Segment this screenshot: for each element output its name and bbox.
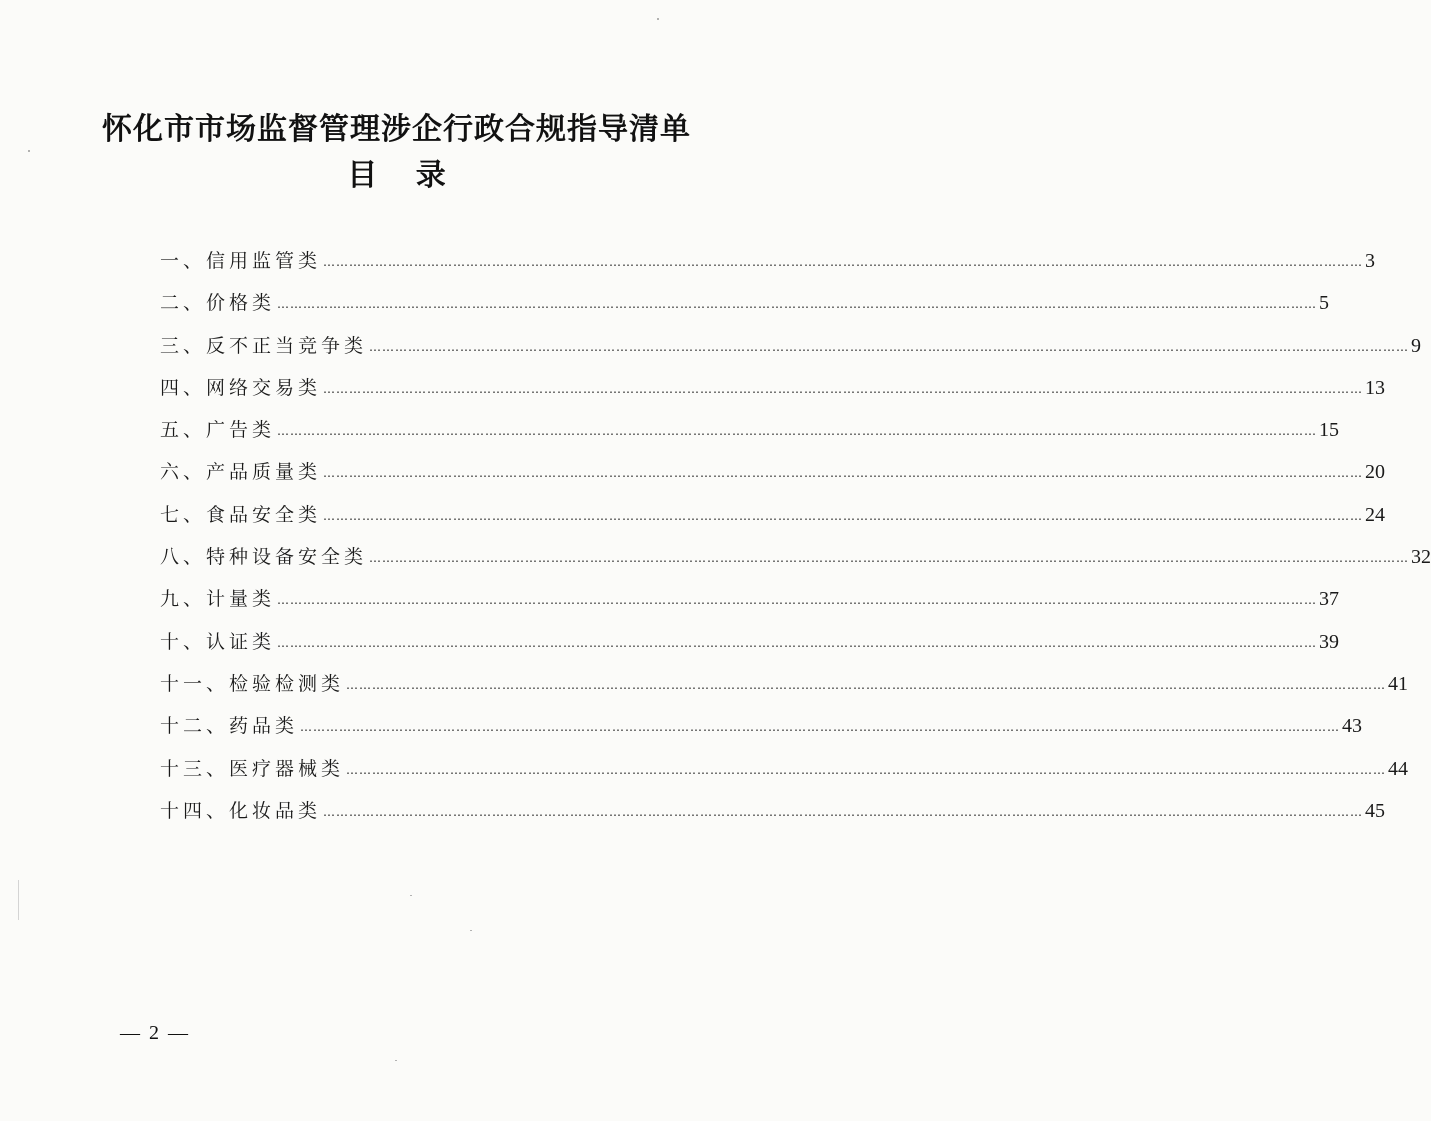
toc-item[interactable] [160, 748, 1409, 790]
toc-item-label: 产品质量类 [206, 461, 322, 484]
toc-item[interactable] [160, 578, 1340, 620]
toc-item[interactable] [160, 240, 1376, 282]
toc-item[interactable] [160, 621, 1340, 663]
toc-item[interactable] [160, 367, 1386, 409]
toc-item-label: 食品安全类 [206, 503, 322, 526]
toc-item-page: 5 [1319, 292, 1330, 315]
toc-dot-leader: …………………………………………………………………………………………………………………………………………………………………………………………………………………… [323, 508, 1364, 523]
toc-item[interactable] [160, 409, 1340, 451]
scan-speck [395, 1060, 397, 1061]
toc-item-label: 药品类 [229, 715, 299, 738]
toc-item-page: 9 [1411, 334, 1422, 357]
toc-item-number: 五、 [160, 419, 207, 442]
scan-speck [657, 18, 659, 20]
toc-item[interactable] [160, 494, 1386, 536]
table-of-contents [160, 240, 1431, 832]
toc-item-number: 十、 [160, 630, 207, 653]
toc-item-number: 二、 [160, 292, 207, 315]
toc-item-page: 24 [1365, 503, 1386, 526]
toc-heading: 目 录 [347, 158, 460, 193]
toc-dot-leader: …………………………………………………………………………………………………………………………………………………………………………………………………………………… [369, 339, 1410, 354]
toc-item-number: 十三、 [160, 757, 230, 780]
toc-item-number: 十四、 [160, 799, 230, 822]
toc-item-page: 3 [1365, 250, 1376, 272]
toc-dot-leader: …………………………………………………………………………………………………………………………………………………………………………………………………………………… [346, 762, 1387, 777]
toc-item-number: 八、 [160, 546, 207, 569]
toc-item-number: 一、 [160, 250, 207, 272]
toc-item-page: 37 [1319, 588, 1340, 611]
toc-item-page: 44 [1388, 757, 1409, 780]
toc-dot-leader: …………………………………………………………………………………………………………………………………………………………………………………………………………………… [323, 466, 1364, 481]
toc-item-label: 检验检测类 [229, 672, 345, 695]
scan-speck [410, 895, 412, 896]
toc-dot-leader: …………………………………………………………………………………………………………………………………………………………………………………………………………………… [323, 381, 1364, 396]
toc-item-label: 广告类 [206, 419, 276, 442]
toc-item-page: 15 [1319, 419, 1340, 442]
scan-speck [28, 150, 30, 152]
toc-dot-leader: …………………………………………………………………………………………………………………………………………………………………………………………………………………… [346, 677, 1387, 692]
toc-item-label: 反不正当竞争类 [206, 334, 368, 357]
toc-item[interactable] [160, 325, 1422, 367]
toc-item-page: 43 [1342, 715, 1363, 738]
toc-item-number: 九、 [160, 588, 207, 611]
toc-item[interactable] [160, 451, 1386, 493]
toc-item-label: 价格类 [206, 292, 276, 315]
toc-dot-leader: …………………………………………………………………………………………………………………………………………………………………………………………………………………… [323, 255, 1364, 269]
toc-item-label: 网络交易类 [206, 376, 322, 399]
toc-item-label: 医疗器械类 [229, 757, 345, 780]
toc-item-number: 十一、 [160, 672, 230, 695]
toc-item-page: 41 [1388, 672, 1409, 695]
toc-item-label: 化妆品类 [229, 799, 322, 822]
scan-speck [470, 930, 472, 931]
toc-item-number: 三、 [160, 334, 207, 357]
toc-item-page: 39 [1319, 630, 1340, 653]
toc-item[interactable] [160, 536, 1431, 578]
toc-item[interactable] [160, 790, 1386, 832]
toc-item[interactable] [160, 705, 1363, 747]
toc-item[interactable] [160, 282, 1330, 324]
toc-dot-leader: …………………………………………………………………………………………………………………………………………………………………………………………………………………… [277, 424, 1318, 439]
toc-item-label: 认证类 [206, 630, 276, 653]
toc-item-page: 45 [1365, 799, 1386, 822]
toc-dot-leader: …………………………………………………………………………………………………………………………………………………………………………………………………………………… [277, 297, 1318, 312]
toc-item-label: 信用监管类 [206, 250, 322, 272]
toc-item-number: 六、 [160, 461, 207, 484]
toc-dot-leader: …………………………………………………………………………………………………………………………………………………………………………………………………………………… [277, 593, 1318, 608]
scan-speck [18, 880, 19, 920]
toc-item-page: 13 [1365, 376, 1386, 399]
toc-dot-leader: …………………………………………………………………………………………………………………………………………………………………………………………………………………… [323, 804, 1364, 819]
toc-item-page: 20 [1365, 461, 1386, 484]
document-title: 怀化市市场监督管理涉企行政合规指导清单 [102, 112, 691, 147]
page-number: — 2 — [120, 1022, 190, 1044]
toc-item[interactable] [160, 663, 1409, 705]
toc-item-page: 32 [1411, 546, 1431, 569]
toc-item-number: 十二、 [160, 715, 230, 738]
toc-item-number: 四、 [160, 376, 207, 399]
toc-dot-leader: …………………………………………………………………………………………………………………………………………………………………………………………………………………… [300, 720, 1341, 735]
toc-dot-leader: …………………………………………………………………………………………………………………………………………………………………………………………………………………… [369, 551, 1410, 566]
toc-item-label: 特种设备安全类 [206, 546, 368, 569]
toc-item-label: 计量类 [206, 588, 276, 611]
toc-dot-leader: …………………………………………………………………………………………………………………………………………………………………………………………………………………… [277, 635, 1318, 650]
toc-item-number: 七、 [160, 503, 207, 526]
